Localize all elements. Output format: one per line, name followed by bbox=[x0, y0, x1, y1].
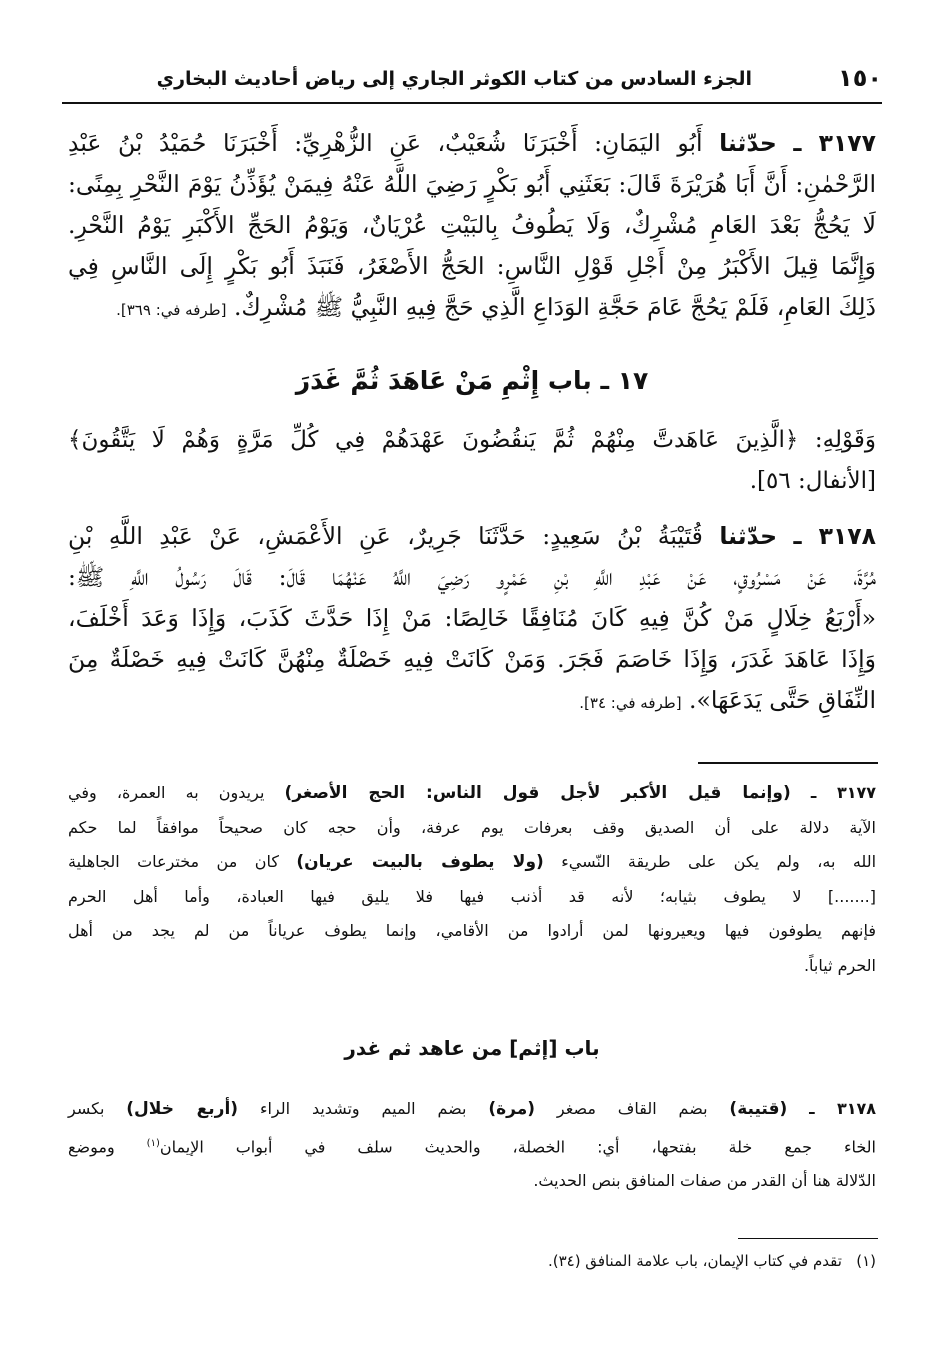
commentary-number: ٣١٧٧ ـ bbox=[810, 783, 877, 802]
commentary-line bbox=[68, 845, 876, 880]
commentary-line: الحرم ثياباً. bbox=[803, 955, 876, 975]
commentary-3177 bbox=[68, 776, 876, 983]
hadith-line bbox=[68, 287, 876, 331]
hadith-line: الرَّحْمٰنِ: أَنَّ أَبَا هُرَيْرَةَ قَالَ: بَعَثَنِي أَبُو بَكْرٍ رَضِيَ اللَّهُ عَنْهُ فِيمَنْ يُؤَذِّنُ يَوْمَ النَّحْرِ بِمِنًى: bbox=[68, 170, 876, 198]
hadith-line: مُرَّةَ، عَنْ مَسْرُوقٍ، عَنْ عَبْدِ اللَّهِ بْنِ عَمْرٍو رَضِيَ اللَّهُ عَنْهُمَا قَالَ: قَالَ رَسُولُ اللَّهِ ﷺ: bbox=[68, 563, 876, 591]
commentary-quote: (وإنما قيل الأكبر لأجل قول الناس: الحج الأصغر) bbox=[284, 783, 791, 803]
hadith-line bbox=[68, 680, 876, 724]
commentary-chapter-heading: باب [إثم] من عاهد ثم غدر bbox=[344, 1036, 600, 1060]
hadith-text: أَبُو اليَمَانِ: أَخْبَرَنَا شُعَيْبٌ، عَنِ الزُّهْرِيِّ: أَخْبَرَنَا حُمَيْدُ بْنُ عَبْدِ bbox=[68, 129, 703, 157]
commentary-quote: (قتيبة) bbox=[729, 1099, 788, 1119]
commentary-quote: (ولا يطوف بالبيت عريان) bbox=[296, 852, 544, 872]
commentary-line bbox=[68, 776, 876, 811]
hadith-3177 bbox=[68, 123, 876, 331]
commentary-quote: (مرة) bbox=[488, 1099, 536, 1119]
hadith-number: ٣١٧٧ ـ bbox=[793, 129, 876, 157]
commentary-line: فإنهم يطوفون فيها ويعيرونها لمن أرادوا من الأقامي، وإنما يطوف عرياناً من لم يجد من أهل bbox=[68, 921, 876, 940]
verse-line: وَقَوْلِهِ: ﴿الَّذِينَ عَاهَدتَّ مِنْهُمْ ثُمَّ يَنقُضُونَ عَهْدَهُمْ فِي كُلِّ مَرَّةٍ وَهُمْ لَا يَتَّقُونَ﴾ bbox=[68, 427, 876, 453]
commentary-line: [.......] لا يطوف بثيابه؛ لأنه قد أذنب فيها فلا يليق فيها العبادة، وأما أهل الحرم bbox=[68, 886, 876, 906]
commentary-line bbox=[68, 1092, 876, 1127]
commentary-line: الدّلالة هنا أن القدر من صفات المنافق بنص الحديث. bbox=[533, 1171, 876, 1191]
hadith-line bbox=[68, 516, 876, 557]
hadith-number: ٣١٧٨ ـ bbox=[793, 522, 876, 550]
hadith-3178 bbox=[68, 516, 876, 724]
commentary-text: بضم القاف مصغر bbox=[556, 1099, 708, 1118]
commentary-text: وموضع bbox=[68, 1136, 115, 1156]
hadith-line bbox=[68, 123, 876, 164]
hadith-lead: حدّثنا bbox=[719, 129, 777, 157]
hadith-text: ذَلِكَ العَامِ، فَلَمْ يَحُجَّ عَامَ حَجَّةِ الوَدَاعِ الَّذِي حَجَّ فِيهِ النَّبِيُّ ﷺ مُشْرِكٌ. bbox=[233, 293, 876, 321]
commentary-text: الخاء جمع خلة بفتحها، أي: الخصلة، والحديث سلف في أبواب الإيمان bbox=[159, 1136, 877, 1156]
commentary-text: بكسر bbox=[68, 1099, 105, 1118]
running-title: الجزء السادس من كتاب الكوثر الجاري إلى رياض أحاديث البخاري bbox=[156, 68, 752, 90]
commentary-text: بضم الميم وتشديد الراء bbox=[259, 1099, 467, 1118]
hadith-line: «أَرْبَعُ خِلَالٍ مَنْ كُنَّ فِيهِ كَانَ مُنَافِقًا خَالِصًا: مَنْ إِذَا حَدَّثَ كَذَبَ، وَإِذَا وَعَدَ أَخْلَفَ، bbox=[68, 604, 876, 632]
hadith-line: وَإِنَّمَا قِيلَ الأَكْبَرُ مِنْ أَجْلِ قَوْلِ النَّاسِ: الحَجُّ الأَصْغَرُ، فَنَبَذَ أَبُو بَكْرٍ إِلَى النَّاسِ فِي bbox=[68, 252, 876, 280]
hadith-line: وَإِذَا عَاهَدَ غَدَرَ، وَإِذَا خَاصَمَ فَجَرَ. وَمَنْ كَانَتْ فِيهِ خَصْلَةٌ مِنْهُنَّ كَانَتْ فِيهِ خَصْلَةٌ مِنَ bbox=[68, 645, 876, 673]
footnote bbox=[68, 1252, 876, 1270]
commentary-text: كان من مخترعات الجاهلية bbox=[68, 852, 279, 871]
chapter-heading: ١٧ ـ باب إِثْمِ مَنْ عَاهَدَ ثُمَّ غَدَرَ bbox=[295, 366, 649, 395]
commentary-divider bbox=[698, 762, 878, 764]
footnote-number: (١) bbox=[856, 1252, 876, 1270]
hadith-text: قُتَيْبَةُ بْنُ سَعِيدٍ: حَدَّثَنَا جَرِيرٌ، عَنِ الأَعْمَشِ، عَنْ عَبْدِ اللَّهِ بْنِ bbox=[68, 522, 703, 550]
cross-reference: [طرفه في: ٣٦٩]. bbox=[116, 301, 227, 319]
commentary-text: الله به، ولم يكن على طريقة النّسيء bbox=[561, 852, 877, 871]
footnote-marker[interactable]: (١) bbox=[146, 1137, 160, 1149]
footnote-divider bbox=[738, 1238, 878, 1239]
commentary-number: ٣١٧٨ ـ bbox=[809, 1099, 877, 1118]
hadith-lead: حدّثنا bbox=[719, 522, 778, 550]
commentary-text: يريدون به العمرة، وفي bbox=[68, 783, 265, 802]
footnote-text: تقدم في كتاب الإيمان، باب علامة المنافق (٣٤). bbox=[547, 1252, 842, 1270]
commentary-line: الآية دلالة على أن الصديق وقف بعرفات يوم عرفة، وأن حجه كان صحيحاً موافقاً لما حكم bbox=[68, 817, 876, 837]
hadith-line: لَا يَحُجُّ بَعْدَ العَامِ مُشْرِكٌ، وَلَا يَطُوفُ بِالبَيْتِ عُرْيَانٌ، وَيَوْمُ الحَجِّ الأَكْبَرِ يَوْمُ النَّحْرِ. bbox=[68, 211, 876, 239]
commentary-quote: (أربع خلال) bbox=[126, 1099, 239, 1119]
page-number: ١٥٠ bbox=[838, 64, 882, 92]
hadith-text: النِّفَاقِ حَتَّى يَدَعَهَا». bbox=[689, 686, 876, 714]
quran-verse bbox=[68, 420, 876, 502]
commentary-line bbox=[68, 1127, 876, 1165]
running-header bbox=[62, 58, 882, 104]
commentary-3178 bbox=[68, 1092, 876, 1199]
verse-reference: [الأنفال: ٥٦]. bbox=[749, 468, 876, 494]
cross-reference: [طرفه في: ٣٤]. bbox=[579, 694, 682, 712]
